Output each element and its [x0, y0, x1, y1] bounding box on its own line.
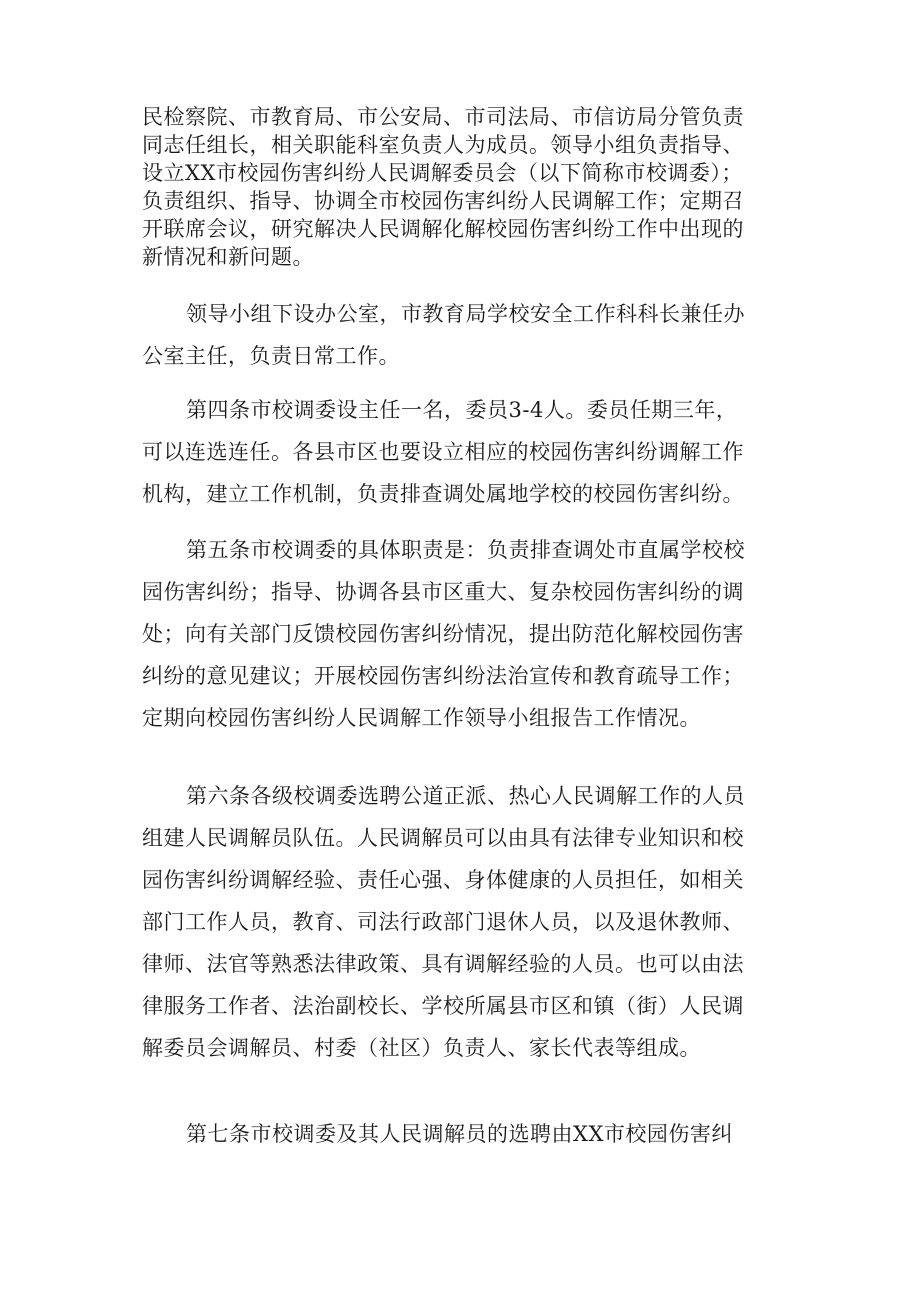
- text-line: 部门工作人员，教育、司法行政部门退休人员，以及退休教师、: [142, 910, 744, 934]
- text-line: 第六条各级校调委选聘公道正派、热心人民调解工作的人员: [186, 784, 745, 808]
- text-line: 民检察院、市教育局、市公安局、市司法局、市信访局分管负责: [142, 105, 744, 129]
- text-line: 第五条市校调委的具体职责是：负责排查调处市直属学校校: [186, 538, 745, 562]
- text-line: 负责组织、指导、协调全市校园伤害纠纷人民调解工作；定期召: [142, 189, 744, 213]
- paragraph-1: [142, 103, 784, 271]
- text-line: 园伤害纠纷调解经验、责任心强、身体健康的人员担任，如相关: [142, 868, 744, 892]
- text-line: 可以连选连任。各县市区也要设立相应的校园伤害纠纷调解工作: [142, 440, 744, 464]
- text-line: 设立XX市校园伤害纠纷人民调解委员会（以下简称市校调委）；: [142, 161, 743, 185]
- text-line: 律师、法官等熟悉法律政策、具有调解经验的人员。也可以由法: [142, 952, 744, 976]
- paragraph-3: [142, 389, 784, 515]
- text-line: 纠纷的意见建议；开展校园伤害纠纷法治宣传和教育疏导工作；: [142, 664, 744, 688]
- paragraph-2: [142, 293, 784, 377]
- text-line: 组建人民调解员队伍。人民调解员可以由具有法律专业知识和校: [142, 826, 744, 850]
- text-line: 同志任组长，相关职能科室负责人为成员。领导小组负责指导、: [142, 133, 744, 157]
- text-line: 机构，建立工作机制，负责排查调处属地学校的校园伤害纠纷。: [142, 482, 744, 506]
- text-line: 处；向有关部门反馈校园伤害纠纷情况，提出防范化解校园伤害: [142, 622, 744, 646]
- text-line: 开联席会议，研究解决人民调解化解校园伤害纠纷工作中出现的: [142, 217, 744, 241]
- text-line: 第七条市校调委及其人民调解员的选聘由XX市校园伤害纠: [186, 1122, 733, 1146]
- text-line: 新情况和新问题。: [142, 245, 314, 269]
- text-line: 解委员会调解员、村委（社区）负责人、家长代表等组成。: [142, 1036, 701, 1060]
- text-line: 第四条市校调委设主任一名，委员3-4人。委员任期三年，: [186, 398, 738, 422]
- paragraph-6: [142, 1113, 784, 1155]
- paragraph-5: [142, 775, 784, 1069]
- text-line: 公室主任，负责日常工作。: [142, 344, 400, 368]
- text-line: 园伤害纠纷；指导、协调各县市区重大、复杂校园伤害纠纷的调: [142, 580, 744, 604]
- text-line: 定期向校园伤害纠纷人民调解工作领导小组报告工作情况。: [142, 706, 701, 730]
- paragraph-4: [142, 529, 784, 739]
- text-line: 律服务工作者、法治副校长、学校所属县市区和镇（街）人民调: [142, 994, 744, 1018]
- text-line: 领导小组下设办公室，市教育局学校安全工作科科长兼任办: [186, 302, 745, 326]
